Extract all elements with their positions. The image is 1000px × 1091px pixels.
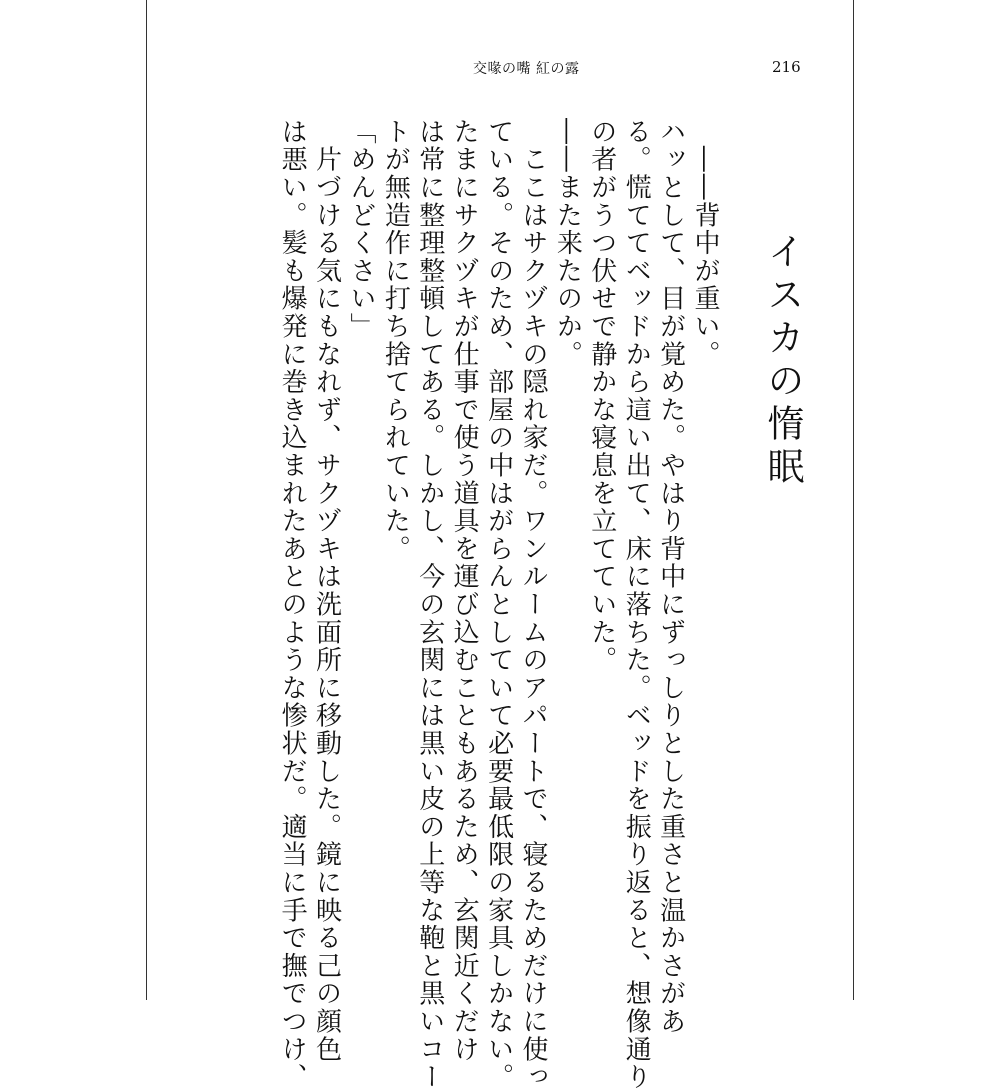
paragraph: ――背中が重い。 [690,118,720,369]
body-text [252,118,722,1091]
page-number: 216 [772,58,801,76]
paragraph: ――また来たのか。 [552,118,583,369]
paragraph: ここはサクヅキの隠れ家だ。ワンルームのアパートで、寝るためだけに使っ ている。そのため、部屋の中はがらんとしていて必要最低限の家具しかない。 たまにサクヅキが仕事で使う道具を運び込むこともあるため、玄関近くだけ は常に整理整頓してある。しかし、今の玄関には黒い皮の上等な鞄と黒いコー トが無造作に打ち捨てられていた。 [380,118,548,1091]
running-head: 交喙の嘴 紅の露 [473,61,580,77]
paragraph: ハッとして、目が覚めた。やはり背中にずっしりとした重さと温かさがあ る。慌ててベッドから這い出て、床に落ちた。ベッドを振り返ると、想像通り の者がうつ伏せで静かな寝息を立てていた。 [586,118,686,1091]
paragraph: 「めんどくさい」 [345,118,376,341]
chapter-title: イスカの惰眠 [761,232,804,490]
paragraph: 片づける気にもなれず、サクヅキは洗面所に移動した。鏡に映る己の顔色 は悪い。髪も爆発に巻き込まれたあとのような惨状だ。適当に手で撫でつけ、 [277,118,342,1091]
